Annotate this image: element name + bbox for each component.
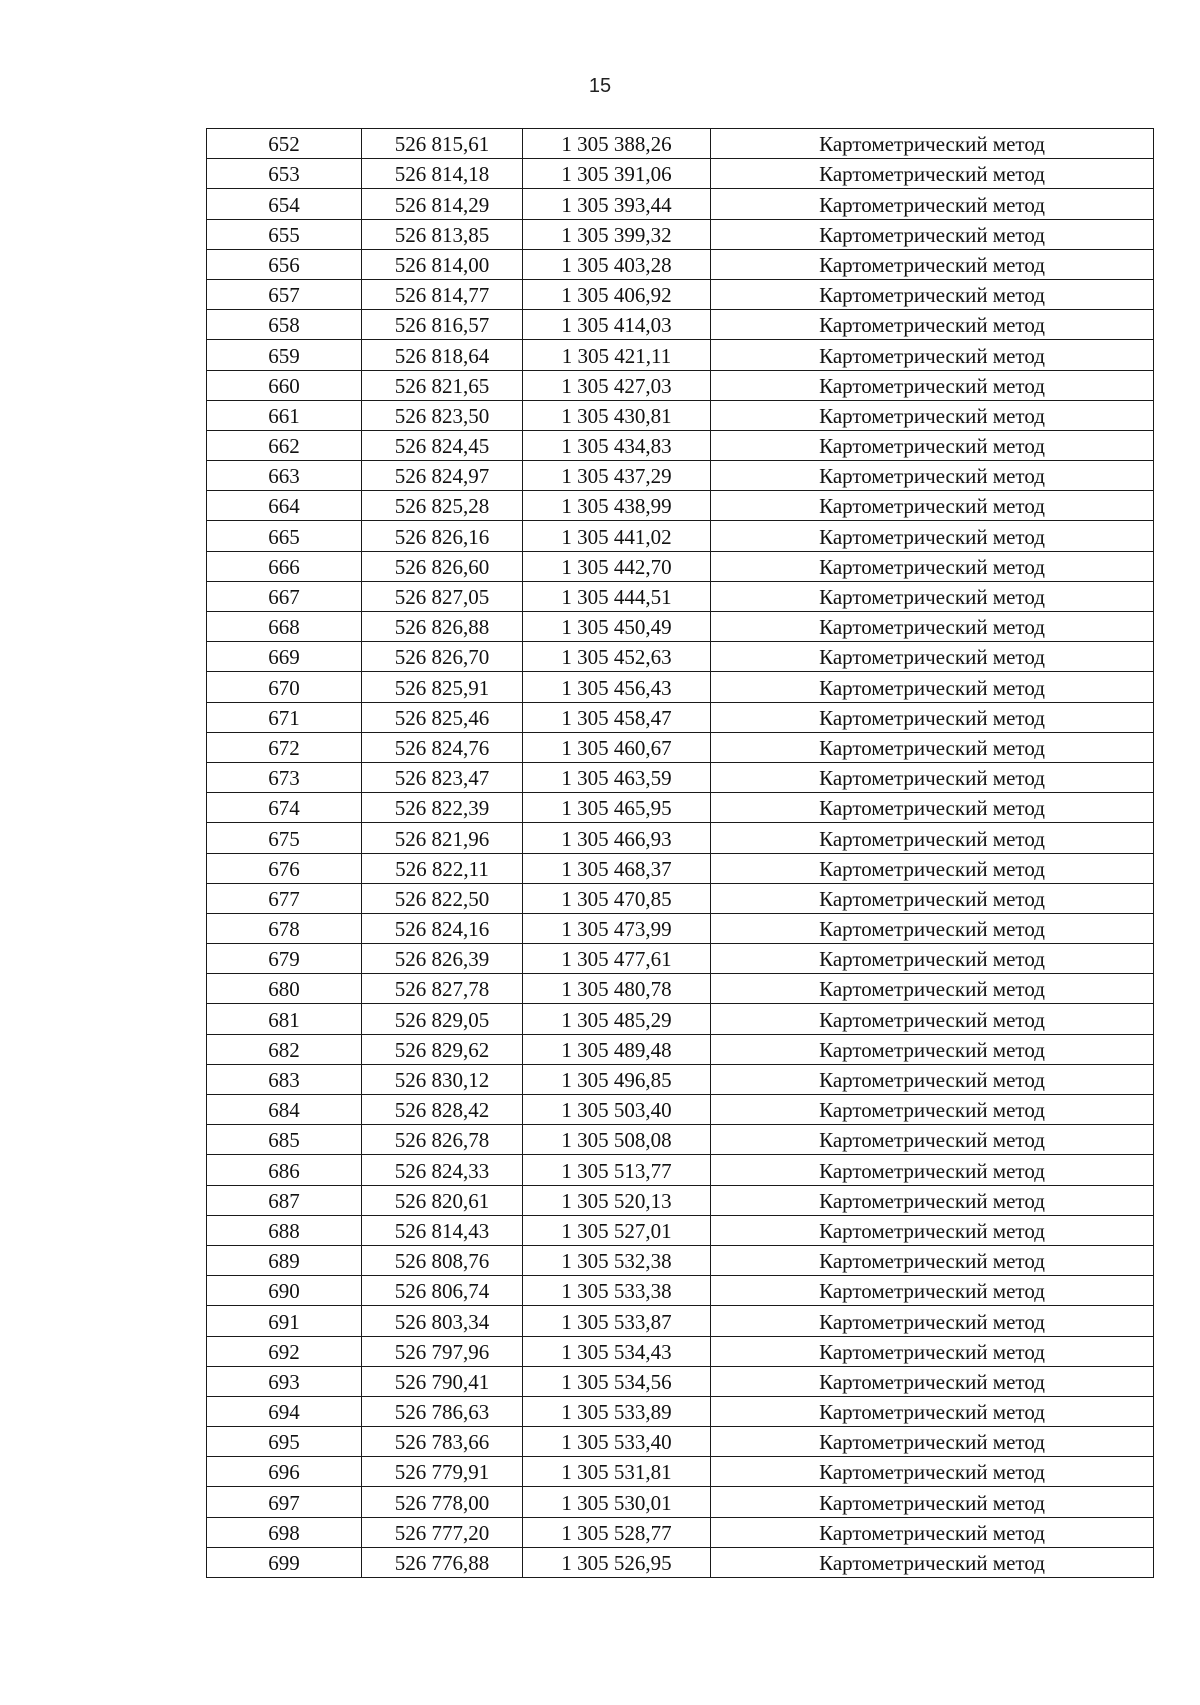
point-number-cell: 658 [207, 310, 362, 340]
method-cell: Картометрический метод [711, 1517, 1154, 1547]
coordinates-table-body [207, 129, 1154, 1578]
point-number-cell: 671 [207, 702, 362, 732]
method-cell: Картометрический метод [711, 853, 1154, 883]
x-coordinate-cell: 526 826,39 [362, 944, 523, 974]
point-number-cell: 665 [207, 521, 362, 551]
table-row [207, 581, 1154, 611]
x-coordinate-cell: 526 790,41 [362, 1366, 523, 1396]
table-row [207, 1125, 1154, 1155]
x-coordinate-cell: 526 821,65 [362, 370, 523, 400]
point-number-cell: 676 [207, 853, 362, 883]
table-row [207, 1155, 1154, 1185]
point-number-cell: 674 [207, 793, 362, 823]
table-row [207, 853, 1154, 883]
x-coordinate-cell: 526 814,29 [362, 189, 523, 219]
x-coordinate-cell: 526 826,70 [362, 642, 523, 672]
y-coordinate-cell: 1 305 534,56 [523, 1366, 711, 1396]
point-number-cell: 691 [207, 1306, 362, 1336]
method-cell: Картометрический метод [711, 793, 1154, 823]
table-row [207, 1004, 1154, 1034]
table-row [207, 521, 1154, 551]
y-coordinate-cell: 1 305 470,85 [523, 883, 711, 913]
point-number-cell: 657 [207, 279, 362, 309]
method-cell: Картометрический метод [711, 129, 1154, 159]
y-coordinate-cell: 1 305 450,49 [523, 612, 711, 642]
y-coordinate-cell: 1 305 513,77 [523, 1155, 711, 1185]
table-row [207, 491, 1154, 521]
x-coordinate-cell: 526 820,61 [362, 1185, 523, 1215]
x-coordinate-cell: 526 826,16 [362, 521, 523, 551]
y-coordinate-cell: 1 305 527,01 [523, 1215, 711, 1245]
table-row [207, 1095, 1154, 1125]
x-coordinate-cell: 526 813,85 [362, 219, 523, 249]
table-row [207, 370, 1154, 400]
point-number-cell: 697 [207, 1487, 362, 1517]
point-number-cell: 673 [207, 762, 362, 792]
y-coordinate-cell: 1 305 438,99 [523, 491, 711, 521]
y-coordinate-cell: 1 305 477,61 [523, 944, 711, 974]
method-cell: Картометрический метод [711, 491, 1154, 521]
method-cell: Картометрический метод [711, 1366, 1154, 1396]
table-row [207, 159, 1154, 189]
y-coordinate-cell: 1 305 399,32 [523, 219, 711, 249]
x-coordinate-cell: 526 806,74 [362, 1276, 523, 1306]
table-row [207, 400, 1154, 430]
method-cell: Картометрический метод [711, 1215, 1154, 1245]
y-coordinate-cell: 1 305 533,38 [523, 1276, 711, 1306]
y-coordinate-cell: 1 305 480,78 [523, 974, 711, 1004]
table-row [207, 430, 1154, 460]
point-number-cell: 681 [207, 1004, 362, 1034]
x-coordinate-cell: 526 783,66 [362, 1427, 523, 1457]
y-coordinate-cell: 1 305 463,59 [523, 762, 711, 792]
y-coordinate-cell: 1 305 473,99 [523, 913, 711, 943]
y-coordinate-cell: 1 305 530,01 [523, 1487, 711, 1517]
point-number-cell: 654 [207, 189, 362, 219]
method-cell: Картометрический метод [711, 944, 1154, 974]
method-cell: Картометрический метод [711, 612, 1154, 642]
y-coordinate-cell: 1 305 466,93 [523, 823, 711, 853]
table-row [207, 1427, 1154, 1457]
method-cell: Картометрический метод [711, 1245, 1154, 1275]
point-number-cell: 683 [207, 1064, 362, 1094]
y-coordinate-cell: 1 305 465,95 [523, 793, 711, 823]
method-cell: Картометрический метод [711, 370, 1154, 400]
x-coordinate-cell: 526 823,50 [362, 400, 523, 430]
x-coordinate-cell: 526 815,61 [362, 129, 523, 159]
method-cell: Картометрический метод [711, 581, 1154, 611]
table-row [207, 1517, 1154, 1547]
y-coordinate-cell: 1 305 520,13 [523, 1185, 711, 1215]
method-cell: Картометрический метод [711, 551, 1154, 581]
y-coordinate-cell: 1 305 468,37 [523, 853, 711, 883]
table-row [207, 1215, 1154, 1245]
point-number-cell: 680 [207, 974, 362, 1004]
method-cell: Картометрический метод [711, 1396, 1154, 1426]
table-row [207, 944, 1154, 974]
y-coordinate-cell: 1 305 528,77 [523, 1517, 711, 1547]
point-number-cell: 655 [207, 219, 362, 249]
method-cell: Картометрический метод [711, 1185, 1154, 1215]
page-number: 15 [588, 75, 612, 97]
table-row [207, 642, 1154, 672]
table-row [207, 913, 1154, 943]
y-coordinate-cell: 1 305 532,38 [523, 1245, 711, 1275]
x-coordinate-cell: 526 824,76 [362, 732, 523, 762]
y-coordinate-cell: 1 305 393,44 [523, 189, 711, 219]
table-row [207, 249, 1154, 279]
y-coordinate-cell: 1 305 458,47 [523, 702, 711, 732]
point-number-cell: 693 [207, 1366, 362, 1396]
method-cell: Картометрический метод [711, 461, 1154, 491]
x-coordinate-cell: 526 824,16 [362, 913, 523, 943]
x-coordinate-cell: 526 797,96 [362, 1336, 523, 1366]
method-cell: Картометрический метод [711, 430, 1154, 460]
y-coordinate-cell: 1 305 531,81 [523, 1457, 711, 1487]
x-coordinate-cell: 526 786,63 [362, 1396, 523, 1426]
method-cell: Картометрический метод [711, 249, 1154, 279]
x-coordinate-cell: 526 826,78 [362, 1125, 523, 1155]
table-row [207, 461, 1154, 491]
point-number-cell: 682 [207, 1034, 362, 1064]
y-coordinate-cell: 1 305 406,92 [523, 279, 711, 309]
x-coordinate-cell: 526 829,05 [362, 1004, 523, 1034]
y-coordinate-cell: 1 305 403,28 [523, 249, 711, 279]
x-coordinate-cell: 526 814,18 [362, 159, 523, 189]
table-row [207, 612, 1154, 642]
y-coordinate-cell: 1 305 452,63 [523, 642, 711, 672]
method-cell: Картометрический метод [711, 159, 1154, 189]
x-coordinate-cell: 526 822,50 [362, 883, 523, 913]
method-cell: Картометрический метод [711, 732, 1154, 762]
table-row [207, 219, 1154, 249]
point-number-cell: 660 [207, 370, 362, 400]
x-coordinate-cell: 526 825,46 [362, 702, 523, 732]
method-cell: Картометрический метод [711, 974, 1154, 1004]
method-cell: Картометрический метод [711, 1155, 1154, 1185]
table-row [207, 551, 1154, 581]
method-cell: Картометрический метод [711, 642, 1154, 672]
x-coordinate-cell: 526 827,05 [362, 581, 523, 611]
table-row [207, 1366, 1154, 1396]
y-coordinate-cell: 1 305 489,48 [523, 1034, 711, 1064]
y-coordinate-cell: 1 305 444,51 [523, 581, 711, 611]
table-row [207, 1185, 1154, 1215]
y-coordinate-cell: 1 305 442,70 [523, 551, 711, 581]
point-number-cell: 684 [207, 1095, 362, 1125]
point-number-cell: 663 [207, 461, 362, 491]
point-number-cell: 675 [207, 823, 362, 853]
x-coordinate-cell: 526 803,34 [362, 1306, 523, 1336]
y-coordinate-cell: 1 305 427,03 [523, 370, 711, 400]
x-coordinate-cell: 526 821,96 [362, 823, 523, 853]
table-row [207, 1396, 1154, 1426]
point-number-cell: 659 [207, 340, 362, 370]
point-number-cell: 690 [207, 1276, 362, 1306]
y-coordinate-cell: 1 305 508,08 [523, 1125, 711, 1155]
table-row [207, 793, 1154, 823]
method-cell: Картометрический метод [711, 1547, 1154, 1577]
x-coordinate-cell: 526 824,33 [362, 1155, 523, 1185]
y-coordinate-cell: 1 305 434,83 [523, 430, 711, 460]
x-coordinate-cell: 526 830,12 [362, 1064, 523, 1094]
method-cell: Картометрический метод [711, 1004, 1154, 1034]
table-row [207, 1064, 1154, 1094]
x-coordinate-cell: 526 822,39 [362, 793, 523, 823]
table-row [207, 672, 1154, 702]
point-number-cell: 652 [207, 129, 362, 159]
y-coordinate-cell: 1 305 437,29 [523, 461, 711, 491]
point-number-cell: 698 [207, 1517, 362, 1547]
point-number-cell: 689 [207, 1245, 362, 1275]
point-number-cell: 695 [207, 1427, 362, 1457]
x-coordinate-cell: 526 816,57 [362, 310, 523, 340]
method-cell: Картометрический метод [711, 1276, 1154, 1306]
point-number-cell: 686 [207, 1155, 362, 1185]
point-number-cell: 688 [207, 1215, 362, 1245]
x-coordinate-cell: 526 822,11 [362, 853, 523, 883]
method-cell: Картометрический метод [711, 883, 1154, 913]
table-row [207, 189, 1154, 219]
table-row [207, 732, 1154, 762]
point-number-cell: 669 [207, 642, 362, 672]
table-row [207, 1034, 1154, 1064]
coordinates-table [206, 128, 1154, 1578]
table-row [207, 310, 1154, 340]
method-cell: Картометрический метод [711, 400, 1154, 430]
point-number-cell: 667 [207, 581, 362, 611]
y-coordinate-cell: 1 305 388,26 [523, 129, 711, 159]
point-number-cell: 696 [207, 1457, 362, 1487]
point-number-cell: 661 [207, 400, 362, 430]
x-coordinate-cell: 526 824,97 [362, 461, 523, 491]
y-coordinate-cell: 1 305 533,87 [523, 1306, 711, 1336]
table-row [207, 823, 1154, 853]
method-cell: Картометрический метод [711, 219, 1154, 249]
method-cell: Картометрический метод [711, 279, 1154, 309]
table-row [207, 974, 1154, 1004]
method-cell: Картометрический метод [711, 189, 1154, 219]
y-coordinate-cell: 1 305 421,11 [523, 340, 711, 370]
x-coordinate-cell: 526 826,88 [362, 612, 523, 642]
method-cell: Картометрический метод [711, 1457, 1154, 1487]
table-row [207, 1487, 1154, 1517]
method-cell: Картометрический метод [711, 1427, 1154, 1457]
point-number-cell: 668 [207, 612, 362, 642]
x-coordinate-cell: 526 827,78 [362, 974, 523, 1004]
point-number-cell: 694 [207, 1396, 362, 1426]
x-coordinate-cell: 526 776,88 [362, 1547, 523, 1577]
point-number-cell: 679 [207, 944, 362, 974]
y-coordinate-cell: 1 305 503,40 [523, 1095, 711, 1125]
x-coordinate-cell: 526 777,20 [362, 1517, 523, 1547]
y-coordinate-cell: 1 305 534,43 [523, 1336, 711, 1366]
y-coordinate-cell: 1 305 485,29 [523, 1004, 711, 1034]
point-number-cell: 672 [207, 732, 362, 762]
y-coordinate-cell: 1 305 414,03 [523, 310, 711, 340]
method-cell: Картометрический метод [711, 823, 1154, 853]
table-row [207, 1336, 1154, 1366]
table-row [207, 1547, 1154, 1577]
x-coordinate-cell: 526 814,77 [362, 279, 523, 309]
method-cell: Картометрический метод [711, 702, 1154, 732]
method-cell: Картометрический метод [711, 1095, 1154, 1125]
table-row [207, 883, 1154, 913]
x-coordinate-cell: 526 779,91 [362, 1457, 523, 1487]
x-coordinate-cell: 526 825,91 [362, 672, 523, 702]
y-coordinate-cell: 1 305 533,89 [523, 1396, 711, 1426]
point-number-cell: 677 [207, 883, 362, 913]
y-coordinate-cell: 1 305 526,95 [523, 1547, 711, 1577]
method-cell: Картометрический метод [711, 672, 1154, 702]
x-coordinate-cell: 526 808,76 [362, 1245, 523, 1275]
table-row [207, 1306, 1154, 1336]
x-coordinate-cell: 526 823,47 [362, 762, 523, 792]
method-cell: Картометрический метод [711, 913, 1154, 943]
x-coordinate-cell: 526 818,64 [362, 340, 523, 370]
point-number-cell: 656 [207, 249, 362, 279]
y-coordinate-cell: 1 305 496,85 [523, 1064, 711, 1094]
table-row [207, 762, 1154, 792]
y-coordinate-cell: 1 305 533,40 [523, 1427, 711, 1457]
table-row [207, 129, 1154, 159]
y-coordinate-cell: 1 305 441,02 [523, 521, 711, 551]
method-cell: Картометрический метод [711, 1064, 1154, 1094]
table-row [207, 340, 1154, 370]
table-row [207, 1245, 1154, 1275]
table-row [207, 702, 1154, 732]
point-number-cell: 664 [207, 491, 362, 521]
method-cell: Картометрический метод [711, 310, 1154, 340]
y-coordinate-cell: 1 305 430,81 [523, 400, 711, 430]
point-number-cell: 662 [207, 430, 362, 460]
point-number-cell: 653 [207, 159, 362, 189]
y-coordinate-cell: 1 305 456,43 [523, 672, 711, 702]
point-number-cell: 678 [207, 913, 362, 943]
method-cell: Картометрический метод [711, 521, 1154, 551]
point-number-cell: 687 [207, 1185, 362, 1215]
method-cell: Картометрический метод [711, 1336, 1154, 1366]
x-coordinate-cell: 526 825,28 [362, 491, 523, 521]
x-coordinate-cell: 526 814,00 [362, 249, 523, 279]
point-number-cell: 692 [207, 1336, 362, 1366]
method-cell: Картометрический метод [711, 1034, 1154, 1064]
x-coordinate-cell: 526 826,60 [362, 551, 523, 581]
point-number-cell: 670 [207, 672, 362, 702]
method-cell: Картометрический метод [711, 1125, 1154, 1155]
method-cell: Картометрический метод [711, 1487, 1154, 1517]
method-cell: Картометрический метод [711, 1306, 1154, 1336]
y-coordinate-cell: 1 305 391,06 [523, 159, 711, 189]
table-row [207, 1276, 1154, 1306]
y-coordinate-cell: 1 305 460,67 [523, 732, 711, 762]
x-coordinate-cell: 526 778,00 [362, 1487, 523, 1517]
x-coordinate-cell: 526 824,45 [362, 430, 523, 460]
table-row [207, 1457, 1154, 1487]
point-number-cell: 685 [207, 1125, 362, 1155]
x-coordinate-cell: 526 814,43 [362, 1215, 523, 1245]
method-cell: Картометрический метод [711, 340, 1154, 370]
point-number-cell: 666 [207, 551, 362, 581]
x-coordinate-cell: 526 829,62 [362, 1034, 523, 1064]
table-row [207, 279, 1154, 309]
point-number-cell: 699 [207, 1547, 362, 1577]
method-cell: Картометрический метод [711, 762, 1154, 792]
x-coordinate-cell: 526 828,42 [362, 1095, 523, 1125]
